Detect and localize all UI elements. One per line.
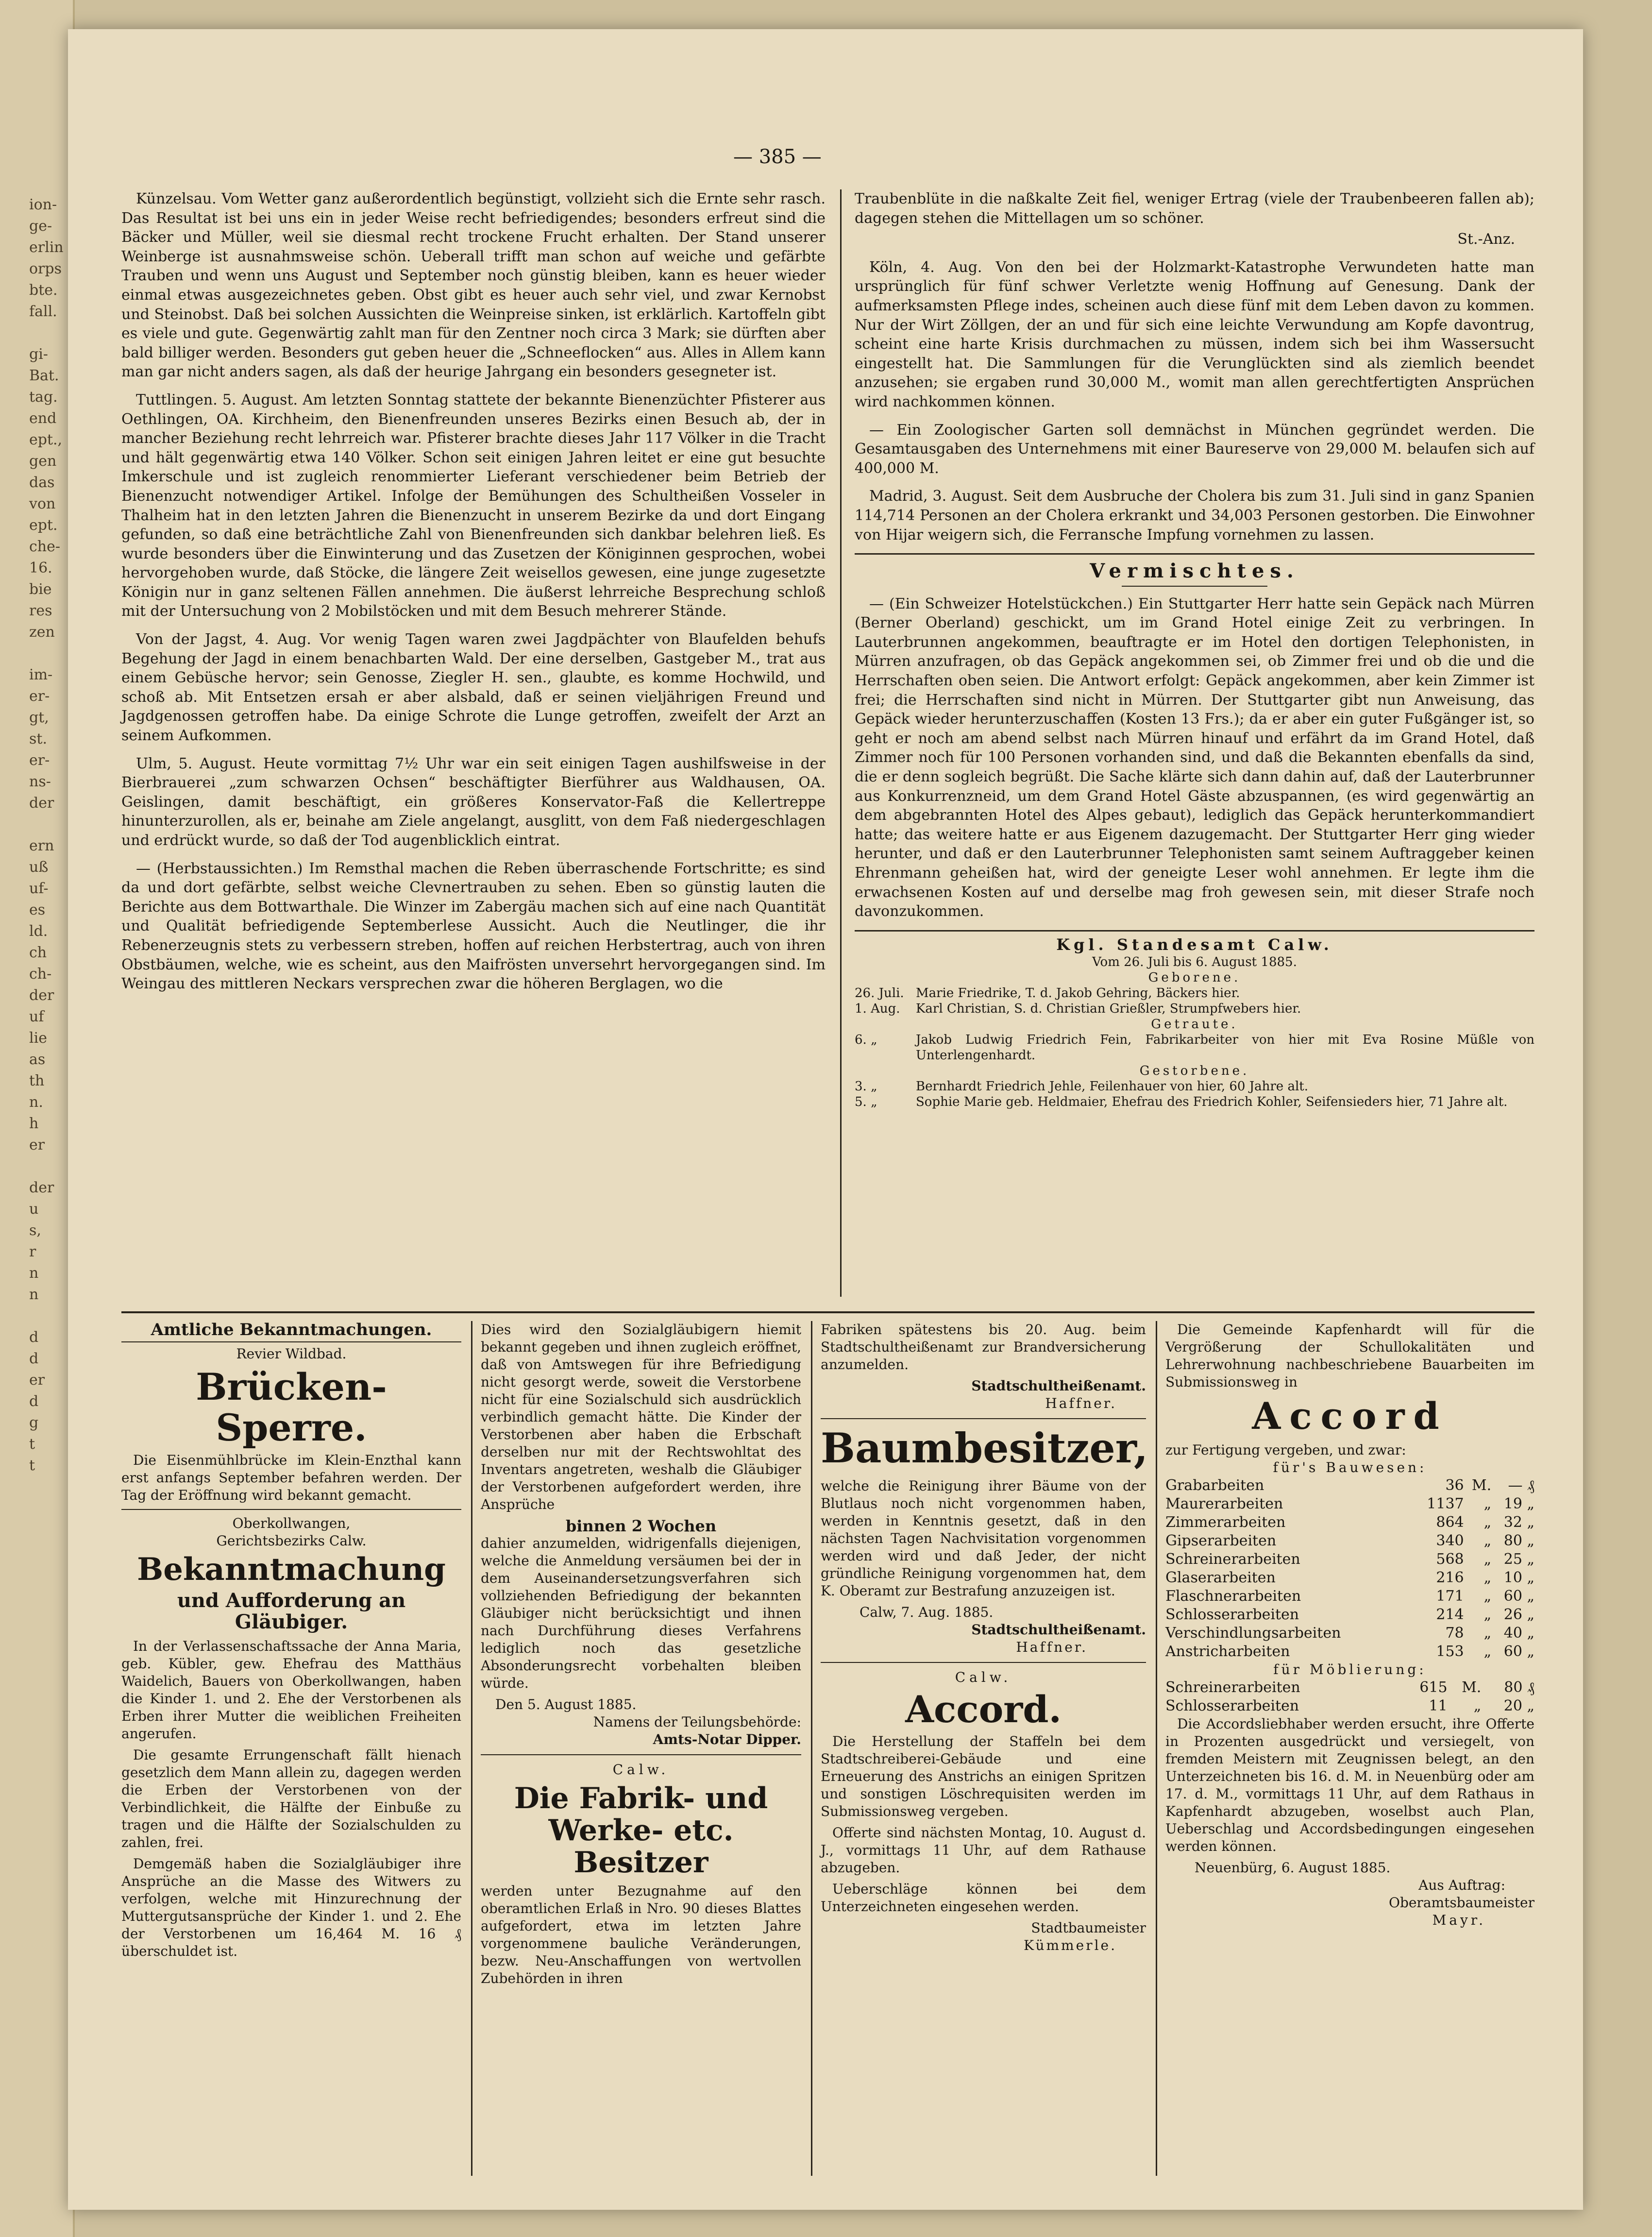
cost-row <box>1165 1624 1534 1643</box>
civil-record-row <box>855 1079 1534 1094</box>
cost-row <box>1165 1476 1534 1495</box>
cost-item: Schlosserarbeiten <box>1165 1606 1299 1623</box>
standesamt-period: Vom 26. Juli bis 6. August 1885. <box>1092 955 1297 970</box>
cost-row <box>1165 1606 1534 1624</box>
cost-pfennig: 40 „ <box>1503 1624 1534 1642</box>
revier-label: Revier Wildbad. <box>236 1346 347 1362</box>
news-herbstaussichten: — (Herbstaussichten.) Im Remsthal machen die Reben überraschende Fortschritte; es sind da und dort gefärbte, selbst weiche Clevnertrauben zu sehen. Eben so günstig lauten die Berichte aus dem Bottwarthale. Die Winzer im Zabergäu machen sich auf eine nach Quantität und Qualität befriedigende Septemberlese Aussicht. Auch die Neutlinger, die ihr Rebenerzeugnis stets zu verbessern streben, hoffen auf reichen Herbstertrag, auch von ihren Obstbäumen, welche, wie es scheint, aus den Maifrösten unversehrt hervorgegangen sind. Im Weingau des mittleren Neckars versprechen zwar die höheren Berglagen, wo die <box>121 860 826 993</box>
cost-amount: 864 <box>1436 1513 1464 1531</box>
kapfenhardt-accord-title: Accord <box>1252 1394 1448 1438</box>
news-koeln: Köln, 4. Aug. Von den bei der Holzmarkt-Katastrophe Verwundeten hatte man ursprünglich für fünf schwer Verletzte wenig Hoffnung auf Genesung. Dank der aufmerksamsten Pflege indes, scheinen auch diese fünf mit dem Leben davon zu kommen. Nur der Wirt Zöllgen, der an und für sich eine leichte Verwundung am Kopfe davontrug, scheint eine harte Krisis durchmachen zu müssen, indem sich bei ihm Wassersucht eingestellt hat. Die Sammlungen für die Verunglückten sind als ziemlich beendet anzusehen; sie ergaben rund 30,000 M., womit man allen gerechtfertigten Ansprüchen wird nachkommen können. <box>855 258 1534 410</box>
cost-pfennig: 25 „ <box>1503 1550 1534 1568</box>
announcement-subtitle: und Aufforderung an Gläubiger. <box>177 1589 406 1633</box>
source-tag: St.-Anz. <box>1457 231 1515 248</box>
ad2-place: Oberkollwangen, Gerichtsbezirks Calw. <box>216 1515 367 1549</box>
ad-divider <box>811 1321 812 2176</box>
news-kuenzelsau: Künzelsau. Vom Wetter ganz außerordentlich begünstigt, vollzieht sich die Ernte sehr rasch. Das Resultat ist bei uns ein in jeder Weise recht befriedigendes; besonders erfreut sind die Bäcker und Müller, weil sie diesmal recht trockene Frucht erhalten. Der Stand unserer Weinberge ist ausnahmsweise schön. Ueberall trifft man schon auf weiche und gefärbte Trauben und wenn uns August und September noch günstig bleiben, kann es heuer wieder einmal etwas ausgezeichnetes geben. Obst gibt es heuer auch sehr viel, und zwar Kernobst und Steinobst. Daß bei solchen Aussichten die Weinpreise sinken, ist erklärlich. Kartoffeln gibt es viele und gute. Gegenwärtig zahlt man für den Zentner noch circa 3 Mark; sie dürften aber bald billiger werden. Besonders gut geben heuer die „Schneeflocken“ aus. Alles in Allem kann man gar nicht anders sagen, als daß der heurige Jahrgang ein besonders gesegneter ist. <box>121 190 826 381</box>
creditors-text-1: Dies wird den Sozialgläubigern hiemit bekannt gegeben und ihnen zugleich eröffnet, daß von Amtswegen für ihre Befriedigung nicht gesorgt werde, soweit die Verstorbene nicht für eine Sozialschuld sich ausdrücklich verbindlich gemacht hätte. Die Kinder der Verstorbenen aber haben die Erbschaft derselben nur mit der Rechtswohltat des Inventars angetreten, weshalb die Gläubiger der Verstorbenen aufgefordert werden, ihre Ansprüche <box>481 1322 801 1512</box>
cost-amount: 568 <box>1436 1550 1464 1568</box>
cost-item: Zimmerarbeiten <box>1165 1513 1286 1531</box>
ad-column-3 <box>821 1321 1146 1954</box>
cost-amount: 78 <box>1445 1624 1464 1642</box>
cost-amount: 11 <box>1429 1697 1448 1714</box>
news-traubenbluete: Traubenblüte in die naßkalte Zeit fiel, weniger Ertrag (viele der Traubenbeeren fallen ab); dagegen stehen die Mittellagen um so schöner. <box>855 190 1534 227</box>
tree-owners-title: Baumbesitzer, <box>821 1424 1148 1472</box>
news-madrid: Madrid, 3. August. Seit dem Ausbruche der Cholera bis zum 31. Juli sind in ganz Spanien 114,714 Personen an der Cholera erkrankt und 34,003 Personen gestorben. Die Einwohner von Hijar weigern sich, die Ferransche Impfung vornehmen zu lassen. <box>855 488 1534 543</box>
announcement-text-3: Demgemäß haben die Sozialgläubiger ihre Ansprüche an die Masse des Witwers zu verfolgen, welche mit Hinzurechnung der Muttergutsansprüche der Kinder 1. und 2. Ehe der Verstorbenen um 16,464 M. 16 ₰ überschuldet ist. <box>121 1855 461 1959</box>
cost-row <box>1165 1569 1534 1587</box>
kapfenhardt-intro: Die Gemeinde Kapfenhardt will für die Vergrößerung der Schullokalitäten und Lehrerwohnung nachbeschriebene Bauarbeiten im Submissionsweg in <box>1165 1322 1534 1390</box>
cost-pfennig: — ₰ <box>1508 1476 1534 1494</box>
record-text: Jakob Ludwig Friedrich Fein, Fabrikarbeiter von hier mit Eva Rosine Müßle von Unterlengenhardt. <box>916 1033 1534 1063</box>
news-jagst: Von der Jagst, 4. Aug. Vor wenig Tagen waren zwei Jagdpächter von Blaufelden behufs Begehung der Jagd in einem benachbarten Wald. Der eine derselben, Gastgeber M., trat aus einem Gebüsche hervor; sein Genosse, Ziegler H. sen., glaubte, es komme Hochwild, und schoß ab. Mit Entsetzen ersah er aber alsbald, daß er seinen vieljährigen Freund und Jagdgenossen getroffen habe. Da einige Schrote die Lunge getroffen, zweifelt der Arzt an seinem Aufkommen. <box>121 631 826 745</box>
tree-owners-text: welche die Reinigung ihrer Bäume von der Blutlaus noch nicht vorgenommen haben, werden in Kenntnis gesetzt, daß in den nächsten Tagen Nachvisitation vorgenommen werden wird und daß Jeder, der nicht gründliche Reinigung vorgenommen hat, dem K. Oberamt zur Bestrafung anzuzeigen ist. <box>821 1478 1146 1599</box>
section-rule <box>855 930 1534 932</box>
creditors-text-2: dahier anzumelden, widrigenfalls diejenigen, welche die Anmeldung versäumen bei der in dem Auseinandersetzungsverfahren sich vollziehenden Befriedigung der bekannten Gläubiger nicht berücksichtigt und ihnen nach Durchführung dieses Verfahrens lediglich noch das gesetzliche Absonderungsrecht vorbehalten bleiben würde. <box>481 1535 801 1691</box>
column-divider <box>840 189 842 1297</box>
civil-record-row <box>855 1032 1534 1063</box>
vermischtes-title: Vermischtes. <box>1090 559 1299 583</box>
standesamt-list <box>855 970 1534 1110</box>
cost-amount: 216 <box>1436 1569 1464 1586</box>
ad-rule <box>121 1509 461 1510</box>
accord-text-3: Ueberschläge können bei dem Unterzeichneten eingesehen werden. <box>821 1881 1146 1915</box>
kapfenhardt-text: Die Accordsliebhaber werden ersucht, ihre Offerte in Prozenten ausgedrückt und versiegelt, von fremden Meistern mit Zeugnissen belegt, an den Unterzeichneten bis 16. d. M. in Neuenbürg oder am 17. d. M., vormittags 11 Uhr, auf dem Rathaus in Kapfenhardt abzugeben, woselbst auch Plan, Ueberschlag und Accordsbedingungen eingesehen werden können. <box>1165 1715 1534 1854</box>
ad7-office: Stadtbaumeister <box>1031 1919 1146 1936</box>
cost-amount: 153 <box>1436 1643 1464 1660</box>
record-date: 3. „ <box>855 1079 877 1094</box>
news-muenchen: — Ein Zoologischer Garten soll demnächst in München gegründet werden. Die Gesamtausgaben des Unternehmens mit einer Baureserve von 29,000 M. belaufen sich auf 400,000 M. <box>855 421 1534 477</box>
creditors-signature: Amts-Notar Dipper. <box>653 1731 801 1747</box>
cost-amount: 214 <box>1436 1606 1464 1623</box>
ad-rule <box>821 1662 1146 1663</box>
cost-pfennig: 60 „ <box>1503 1587 1534 1605</box>
furniture-costs-table <box>1165 1678 1534 1715</box>
creditors-authority: Namens der Teilungsbehörde: <box>593 1714 801 1730</box>
cost-pfennig: 10 „ <box>1503 1569 1534 1586</box>
announcement-text-1: In der Verlassenschaftssache der Anna Maria, geb. Kübler, gew. Ehefrau des Matthäus Waidelich, Bauers von Oberkollwangen, haben die Kinder 1. und 2. Ehe der Verstorbenen als Erben ihrer Mutter die weiblichen Freiheiten angerufen. <box>121 1638 461 1742</box>
marriages-label: Getraute. <box>1151 1017 1238 1032</box>
building-costs-table <box>1165 1476 1534 1661</box>
bridge-closure-text: Die Eisenmühlbrücke im Klein-Enzthal kann erst anfangs September befahren werden. Der Tag der Eröffnung wird bekannt gemacht. <box>121 1452 461 1504</box>
cost-unit: M. <box>1462 1678 1482 1696</box>
cost-unit: „ <box>1483 1624 1492 1642</box>
ad5-signature: Haffner. <box>1045 1395 1117 1411</box>
cost-pfennig: 80 „ <box>1503 1532 1534 1549</box>
cost-row <box>1165 1550 1534 1569</box>
kapfenhardt-date: Neuenbürg, 6. August 1885. <box>1195 1859 1391 1876</box>
cost-row <box>1165 1495 1534 1513</box>
cost-unit: „ <box>1483 1587 1492 1605</box>
ad7-signature: Kümmerle. <box>1024 1937 1117 1953</box>
ad5-office: Stadtschultheißenamt. <box>971 1378 1146 1394</box>
news-ulm: Ulm, 5. August. Heute vormittag 7½ Uhr war ein seit einigen Tagen aushilfsweise in der Bierbrauerei „zum schwarzen Ochsen“ beschäftigter Bierführer aus Waldhausen, OA. Geislingen, damit beschäftigt, ein größeres Konservator-Faß die Kellertreppe hinunterzurollen, als er, beinahe am Ziele angelangt, ausglitt, von dem Faß niedergeschlagen und erdrückt wurde, so daß der Tod augenblicklich eintrat. <box>121 755 826 849</box>
ad-rule <box>821 1418 1146 1419</box>
cost-row <box>1165 1678 1534 1697</box>
civil-record-row <box>855 1001 1534 1017</box>
record-text: Karl Christian, S. d. Christian Grießler, Strumpfwebers hier. <box>916 1001 1301 1017</box>
record-date: 26. Juli. <box>855 986 904 1001</box>
vermischtes-text: — (Ein Schweizer Hotelstückchen.) Ein Stuttgarter Herr hatte sein Gepäck nach Mürren (Berner Oberland) geschickt, um im Grand Hotel einige Zeit zu verbringen. In Lauterbrunnen angekommen, beauftragte er im Hotel den dortigen Telephonisten, in Mürren anzufragen, ob das Gepäck angekommen sei, ob Zimmer frei und ob die und die Herrschaften oben seien. Die Antwort erfolgt: Gepäck angekommen, aber kein Zimmer ist frei; die Herrschaften sind nicht in Mürren. Der Stuttgarter gibt nun Anweisung, das Gepäck wieder herunterzuschaffen (Kosten 13 Frs.); da er aber ein guter Fußgänger ist, so geht er noch am abend selbst nach Mürren hinauf und erfährt da im Grand Hotel, daß Zimmer noch für 100 Personen vorhanden sind, und daß die Bekannten ebenfalls da sind, die er denn sogleich begrüßt. Die Sache klärte sich dann dahin auf, daß der Lauterbrunner aus Konkurrenzneid, um dem Grand Hotel Gäste abzuspannen, (es wird gegenwärtig an dem abgebrannten Hotel des Alpes gebaut), lediglich das Gepäck herunterkommandiert hatte; das weitere hatte er aus Eigenem dazugemacht. Der Stuttgarter Herr ging wieder herunter, und daß er den Lauterbrunner Telephonisten samt seinem Auftraggeber keinen Ehrenmann geheißen hat, wird der geneigte Leser wohl annehmen. Er legte ihm die erwachsenen Kosten auf und derselbe mag froh gewesen sein, mit dieser Strafe noch davonzukommen. <box>855 595 1534 920</box>
announcement-title: Bekanntmachung <box>137 1551 446 1588</box>
factory-owners-text-cont: Fabriken spätestens bis 20. Aug. beim Stadtschultheißenamt zur Brandversicherung anzumelden. <box>821 1322 1146 1373</box>
creditors-deadline: binnen 2 Wochen <box>565 1517 717 1535</box>
cost-unit: „ <box>1483 1643 1492 1660</box>
births-label: Geborene. <box>1148 970 1241 985</box>
cost-pfennig: 26 „ <box>1503 1606 1534 1623</box>
furniture-section-label: für Möblierung: <box>1273 1661 1427 1678</box>
cost-pfennig: 80 ₰ <box>1504 1678 1534 1696</box>
record-date: 5. „ <box>855 1095 877 1110</box>
previous-page-edge <box>0 0 75 2237</box>
building-section-label: für's Bauwesen: <box>1273 1459 1427 1475</box>
cost-pfennig: 60 „ <box>1503 1643 1534 1660</box>
title-underline <box>1122 586 1267 587</box>
ad-divider <box>1156 1321 1157 2176</box>
previous-page-margin-text: ion- ge- erlin orps bte. fall. gi- Bat. tag. end ept., gen das von ept. che- 16. bie res zen im- er- gt, st. er- ns- der ern uß uf- es ld. ch ch- der uf lie as th n. h er der u s, r n n d d er d g t t <box>29 196 64 1474</box>
kapfenhardt-signature: Mayr. <box>1432 1912 1486 1928</box>
bridge-closure-title: Brücken-Sperre. <box>196 1365 387 1449</box>
factory-owners-title: Die Fabrik- und Werke- etc. Besitzer <box>514 1781 768 1880</box>
civil-record-row <box>855 1094 1534 1110</box>
cost-item: Glaserarbeiten <box>1165 1569 1276 1586</box>
header-rule <box>121 1341 461 1342</box>
cost-unit: „ <box>1483 1550 1492 1568</box>
news-tuttlingen: Tuttlingen. 5. August. Am letzten Sonntag stattete der bekannte Bienenzüchter Pfisterer aus Oethlingen, OA. Kirchheim, den Bienenfreunden unseres Bezirks einen Besuch ab, der in mancher Beziehung recht lehrreich war. Pfisterer brachte dieses Jahr 117 Völker in die Tracht und hält gegenwärtig etwa 140 Völker. Schon seit einigen Jahren leitet er eine gut besuchte Imkerschule und ist zugleich renommierter Lieferant verschiedener beim Betrieb der Bienenzucht notwendiger Artikel. Infolge der Bemühungen des Schultheißen Vosseler in Thalheim hat in den letzten Jahren die Bienenzucht in unserem Bezirke da und dort Eingang gefunden, so daß eine beträchtliche Zahl von Bienenfreunden sich dankbar belehren ließ. Es wurde besonders über die Einwinterung und das Zusetzen der Königinnen gesprochen, wobei hervorgehoben wurde, daß Stöcke, die längere Zeit weisellos gewesen, eine junge zugesetzte Königin nur in ganz seltenen Fällen annehmen. Die äußerst lehrreiche Besprechung schloß mit der Untersuchung von 2 Mobilstöcken und mit dem Besuch mehrerer Stände. <box>121 391 826 620</box>
deaths-label: Gestorbene. <box>1139 1064 1250 1079</box>
cost-unit: „ <box>1483 1606 1492 1623</box>
cost-row <box>1165 1697 1534 1715</box>
civil-record-row <box>855 985 1534 1001</box>
cost-item: Anstricharbeiten <box>1165 1643 1290 1660</box>
cost-unit: „ <box>1483 1532 1492 1549</box>
left-news-column <box>121 189 826 1002</box>
ad-column-4 <box>1165 1321 1534 1929</box>
factory-owners-text: werden unter Bezugnahme auf den oberamtlichen Erlaß in Nro. 90 dieses Blattes aufgefordert, etwa im letzten Jahre vorgenommene bauliche Veränderungen, bezw. Neu-Anschaffungen von wertvollen Zubehörden in ihren <box>481 1883 801 1986</box>
ad7-place: Calw. <box>955 1669 1012 1686</box>
cost-unit: „ <box>1483 1513 1492 1531</box>
cost-item: Gipserarbeiten <box>1165 1532 1277 1549</box>
standesamt-title: Kgl. Standesamt Calw. <box>1056 935 1333 954</box>
cost-row <box>1165 1587 1534 1606</box>
accord-text-2: Offerte sind nächsten Montag, 10. August d. J., vormittags 11 Uhr, auf dem Rathause abzugeben. <box>821 1824 1146 1876</box>
notices-rule <box>121 1311 1534 1313</box>
announcement-text-2: Die gesamte Errungenschaft fällt hienach gesetzlich dem Mann allein zu, dagegen werden die Erben der Verstorbenen von der Verbindlichkeit, die Hälfte der Einbuße zu tragen und die Hälfte der Sozialschulden zu zahlen, frei. <box>121 1746 461 1850</box>
ad-rule <box>481 1754 801 1755</box>
accord-title: Accord. <box>905 1688 1062 1731</box>
cost-pfennig: 20 „ <box>1503 1697 1534 1714</box>
accord-text-1: Die Herstellung der Staffeln bei dem Stadtschreiberei-Gebäude und eine Erneuerung des Anstrichs an einigen Spritzen und sonstigen Löschrequisiten werden im Submissionsweg vergeben. <box>821 1733 1146 1819</box>
cost-row <box>1165 1532 1534 1550</box>
ad-column-1 <box>121 1321 461 1964</box>
ad-column-2 <box>481 1321 801 1991</box>
cost-item: Schreinerarbeiten <box>1165 1678 1300 1696</box>
section-rule <box>855 553 1534 555</box>
record-text: Bernhardt Friedrich Jehle, Feilenhauer von hier, 60 Jahre alt. <box>916 1079 1308 1094</box>
tree-owners-date: Calw, 7. Aug. 1885. <box>860 1604 994 1621</box>
cost-item: Grabarbeiten <box>1165 1476 1264 1494</box>
cost-amount: 1137 <box>1427 1495 1464 1512</box>
kapfenhardt-authority: Aus Auftrag: <box>1418 1877 1505 1893</box>
right-news-column <box>855 189 1534 1110</box>
cost-amount: 615 <box>1419 1678 1448 1696</box>
ad6-signature: Haffner. <box>1016 1639 1088 1656</box>
ad4-place: Calw. <box>612 1762 670 1778</box>
record-text: Marie Friedrike, T. d. Jakob Gehring, Bäckers hier. <box>916 986 1240 1001</box>
cost-amount: 340 <box>1436 1532 1464 1549</box>
newspaper-page <box>68 29 1583 2210</box>
cost-item: Schreinerarbeiten <box>1165 1550 1300 1568</box>
cost-item: Verschindlungsarbeiten <box>1165 1624 1341 1642</box>
cost-unit: „ <box>1483 1569 1492 1586</box>
ad6-office: Stadtschultheißenamt. <box>971 1622 1146 1638</box>
cost-unit: „ <box>1483 1495 1492 1512</box>
record-date: 6. „ <box>855 1033 877 1048</box>
ad-divider <box>471 1321 472 2176</box>
cost-item: Schlosserarbeiten <box>1165 1697 1299 1714</box>
cost-amount: 171 <box>1436 1587 1464 1605</box>
cost-amount: 36 <box>1445 1476 1464 1494</box>
cost-row <box>1165 1643 1534 1661</box>
creditors-date: Den 5. August 1885. <box>495 1696 637 1712</box>
cost-row <box>1165 1513 1534 1532</box>
kapfenhardt-subintro: zur Fertigung vergeben, und zwar: <box>1165 1441 1406 1458</box>
cost-pfennig: 19 „ <box>1503 1495 1534 1512</box>
record-text: Sophie Marie geb. Heldmaier, Ehefrau des Friedrich Kohler, Seifensieders hier, 71 Jahre alt. <box>916 1095 1508 1110</box>
notices-header: Amtliche Bekanntmachungen. <box>151 1320 432 1339</box>
page-number: — 385 — <box>733 146 822 168</box>
cost-item: Maurerarbeiten <box>1165 1495 1283 1512</box>
cost-unit: „ <box>1473 1697 1482 1714</box>
cost-unit: M. <box>1471 1476 1492 1494</box>
kapfenhardt-office: Oberamtsbaumeister <box>1388 1894 1534 1911</box>
cost-pfennig: 32 „ <box>1503 1513 1534 1531</box>
cost-item: Flaschnerarbeiten <box>1165 1587 1301 1605</box>
record-date: 1. Aug. <box>855 1001 900 1017</box>
